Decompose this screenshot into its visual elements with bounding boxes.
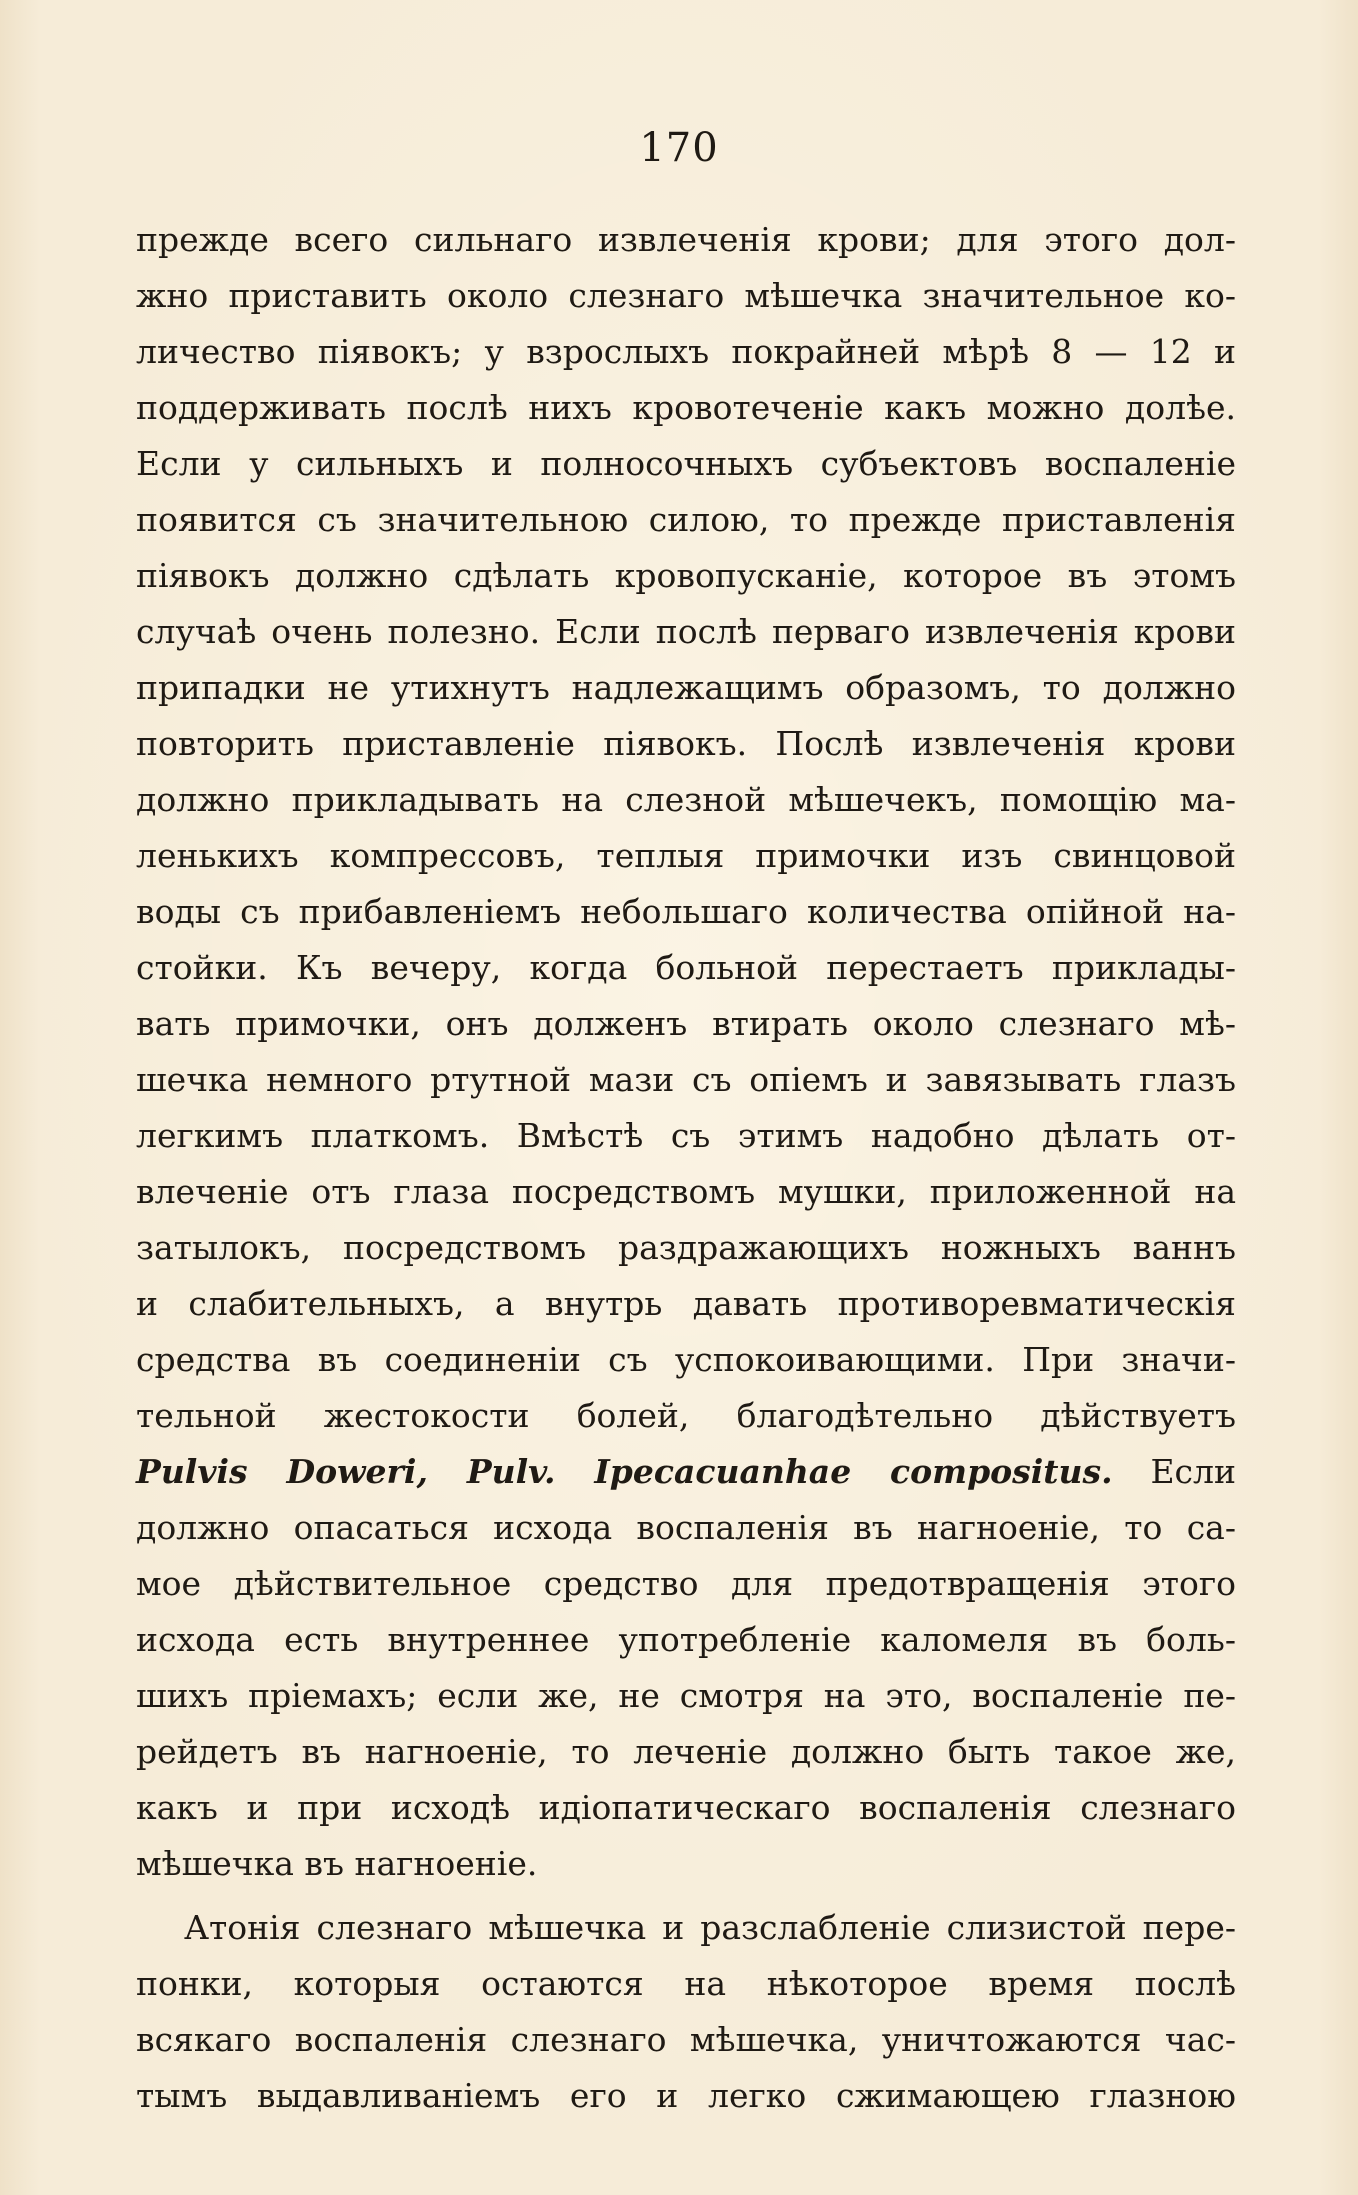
text-line: должно прикладывать на слезной мѣшечекъ, помощію ма- (136, 780, 1236, 819)
latin-remedy-line (136, 1444, 1236, 1500)
text-line: жно приставить около слезнаго мѣшечка значительное ко- (136, 276, 1236, 315)
text-line: мѣшечка въ нагноеніе. (136, 1844, 538, 1883)
text-line: шечка немного ртутной мази съ опіемъ и завязывать глазъ (136, 1060, 1236, 1099)
text-line: всякаго воспаленія слезнаго мѣшечка, уничтожаются час- (136, 2020, 1236, 2059)
text-line: тельной жестокости болей, благодѣтельно дѣйствуетъ (136, 1396, 1236, 1435)
page-number: 170 (639, 125, 719, 171)
text-line: Атонія слезнаго мѣшечка и разслабленіе слизистой пере- (184, 1908, 1236, 1947)
text-line: личество піявокъ; у взрослыхъ покрайней мѣрѣ 8 — 12 и (136, 332, 1236, 371)
body-text (136, 212, 1236, 2124)
text-line: исхода есть внутреннее употребленіе каломеля въ боль- (136, 1620, 1236, 1659)
paragraph-2 (136, 1900, 1236, 2124)
text-line: должно опасаться исхода воспаленія въ нагноеніе, то са- (136, 1508, 1236, 1547)
text-line: затылокъ, посредствомъ раздражающихъ ножныхъ ваннъ (136, 1228, 1236, 1267)
paragraph-1 (136, 212, 1236, 1892)
text-line: ленькихъ компрессовъ, теплыя примочки изъ свинцовой (136, 836, 1236, 875)
text-line: мое дѣйствительное средство для предотвращенія этого (136, 1564, 1236, 1603)
text-line: тымъ выдавливаніемъ его и легко сжимающею глазною (136, 2076, 1236, 2115)
text-line: припадки не утихнутъ надлежащимъ образомъ, то должно (136, 668, 1236, 707)
latin-line-rest: Если (1112, 1452, 1236, 1491)
text-line: піявокъ должно сдѣлать кровопусканіе, которое въ этомъ (136, 556, 1236, 595)
text-line: поддерживать послѣ нихъ кровотеченіе какъ можно долѣе. (136, 388, 1236, 427)
text-line: и слабительныхъ, а внутрь давать противоревматическія (136, 1284, 1236, 1323)
text-line: появится съ значительною силою, то прежде приставленія (136, 500, 1236, 539)
text-line: воды съ прибавленіемъ небольшаго количества опійной на- (136, 892, 1236, 931)
text-line: вать примочки, онъ долженъ втирать около слезнаго мѣ- (136, 1004, 1236, 1043)
text-line: шихъ пріемахъ; если же, не смотря на это, воспаленіе пе- (136, 1676, 1236, 1715)
text-line: понки, которыя остаются на нѣкоторое время послѣ (136, 1964, 1236, 2003)
text-line: случаѣ очень полезно. Если послѣ перваго извлеченія крови (136, 612, 1236, 651)
text-line: повторить приставленіе піявокъ. Послѣ извлеченія крови (136, 724, 1236, 763)
text-line: средства въ соединеніи съ успокоивающими. При значи- (136, 1340, 1236, 1379)
text-line: какъ и при исходѣ идіопатическаго воспаленія слезнаго (136, 1788, 1236, 1827)
latin-remedy-names: Pulvis Doweri, Pulv. Ipecacuanhae compositus. (136, 1452, 1113, 1491)
text-line: рейдетъ въ нагноеніе, то леченіе должно быть такое же, (136, 1732, 1236, 1771)
text-line: стойки. Къ вечеру, когда больной перестаетъ приклады- (136, 948, 1236, 987)
text-line: Если у сильныхъ и полносочныхъ субъектовъ воспаленіе (136, 444, 1236, 483)
text-line: прежде всего сильнаго извлеченія крови; для этого дол- (136, 220, 1236, 259)
paragraph-gap (136, 1892, 1236, 1900)
text-line: влеченіе отъ глаза посредствомъ мушки, приложенной на (136, 1172, 1236, 1211)
text-line: легкимъ платкомъ. Вмѣстѣ съ этимъ надобно дѣлать от- (136, 1116, 1236, 1155)
